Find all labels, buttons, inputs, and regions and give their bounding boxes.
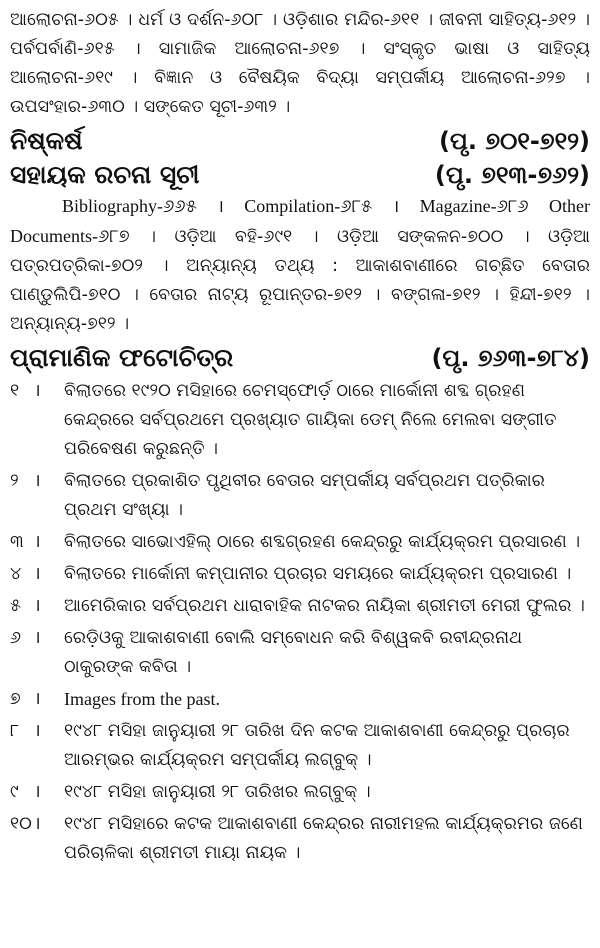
photo-list (10, 377, 590, 868)
list-item-separator: । (34, 471, 41, 491)
list-item-text: Images from the past. (64, 689, 220, 709)
list-item (10, 685, 590, 714)
list-item-number: ୩ (10, 532, 24, 552)
other-documents-entry: Other Documents-୬୮୭ (10, 196, 590, 246)
list-item-separator: । (34, 596, 41, 616)
list-item-separator: । (34, 814, 41, 834)
list-item-number: ୬ (10, 628, 21, 648)
list-item-text: ବିଲାତରେ ମାର୍କୋନୀ କମ୍ପାନୀର ପ୍ରଚାର ସମୟରେ କାର୍ଯ୍ୟକ୍ରମ ପ୍ରସାରଣ । (64, 564, 572, 584)
list-item-separator: । (34, 689, 41, 709)
list-item-number: ୪ (10, 564, 22, 584)
list-item (10, 528, 590, 557)
list-item (10, 810, 590, 868)
list-item-separator: । (34, 628, 41, 648)
list-item-text: ୧୯୪୮ ମସିହା ଜାନୁୟାରୀ ୨୮ ତାରିଖ ଦିନ କଟକ ଆକାଶବାଣୀ କେନ୍ଦ୍ରରୁ ପ୍ରଚାର ଆରମ୍ଭର କାର୍ଯ୍ୟକ୍ରମ ସମ୍ପର୍କୀୟ ଲଗ୍‌ବୁକ୍ । (64, 721, 570, 770)
list-item-text: ବିଲାତରେ ପ୍ରକାଶିତ ପୃଥିବୀର ବେତାର ସମ୍ପର୍କୀୟ ସର୍ବପ୍ରଥମ ପତ୍ରିକାର ପ୍ରଥମ ସଂଖ୍ୟା । (64, 471, 545, 520)
list-item-text: ଆମେରିକାର ସର୍ବପ୍ରଥମ ଧାରାବାହିକ ନାଟକର ନାୟିକା ଶ୍ରୀମତୀ ମେରୀ ଫୁଲର । (64, 596, 585, 616)
list-item (10, 467, 590, 525)
list-item-text: ରେଡ଼ିଓକୁ ଆକାଶବାଣୀ ବୋଲି ସମ୍ବୋଧନ କରି ବିଶ୍ୱକବି ରବୀନ୍ଦ୍ରନାଥ ଠାକୁରଙ୍କ କବିତା । (64, 628, 523, 677)
intro-paragraph: ଆଲୋଚନା-୬୦୫ । ଧର୍ମ ଓ ଦର୍ଶନ-୬୦୮ । ଓଡ଼ିଶାର ମନ୍ଦିର-୬୧୧ । ଜୀବନୀ ସାହିତ୍ୟ-୬୧୨ । ପର୍ବପର୍ବାଣି-୬୧୫ । ସାମାଜିକ ଆଲୋଚନା-୬୧୭ । ସଂସ୍କୃତ ଭାଷା ଓ ସାହିତ୍ୟ ଆଲୋଚନା-୬୧୯ । ବିଜ୍ଞାନ ଓ ବୈଷୟିକ ବିଦ୍ୟା ସମ୍ପର୍କୀୟ ଆଲୋଚନା-୬୨୭ । ଉପସଂହାର-୬୩୦ । ସଙ୍କେତ ସୂଚୀ-୬୩୨ । (10, 10, 590, 117)
list-item-separator: । (34, 782, 41, 802)
photos-title: ପ୍ରାମାଣିକ ଫଟୋଚିତ୍ର (10, 343, 234, 372)
bibliography-pages: (ପୃ. ୭୧୩-୭୬୨) (434, 161, 590, 189)
bibliography-paragraph (10, 192, 590, 339)
list-item-separator: । (34, 564, 41, 584)
list-item-number: ୧ (10, 381, 20, 401)
conclusion-title: ନିଷ୍କର୍ଷ (10, 126, 83, 155)
list-item-number: ୮ (10, 721, 20, 741)
photos-pages: (ପୃ. ୭୬୩-୭୮୪) (431, 344, 590, 372)
list-item-separator: । (34, 381, 41, 401)
separator: । (196, 197, 245, 217)
conclusion-heading (10, 126, 590, 156)
separator: । (372, 197, 420, 217)
list-item-separator: । (34, 532, 41, 552)
list-item-text: ୧୯୪୮ ମସିହାରେ କଟକ ଆକାଶବାଣୀ କେନ୍ଦ୍ରର ନାରୀମହଲ କାର୍ଯ୍ୟକ୍ରମର ଜଣେ ପରିଚାଳିକା ଶ୍ରୀମତୀ ମାୟା ନାୟକ । (64, 814, 583, 863)
list-item (10, 624, 590, 682)
list-item (10, 377, 590, 464)
list-item-number: ୨ (10, 471, 19, 491)
magazine-entry: Magazine-୬୮୬ (419, 196, 529, 216)
conclusion-pages: (ପୃ. ୭୦୧-୭୧୨) (438, 127, 590, 155)
list-item-number: ୭ (10, 689, 21, 709)
bibliography-heading (10, 160, 590, 190)
list-item-text: ବିଲାତରେ ୧୯୨୦ ମସିହାରେ ଚେମସ୍‌ଫୋର୍ଡ଼ ଠାରେ ମାର୍କୋନୀ ଶବ୍ଦ ଗ୍ରହଣ କେନ୍ଦ୍ରରେ ସର୍ବପ୍ରଥମେ ପ୍ରଖ୍ୟାତ ଗାୟିକା ଡେମ୍ ନିଲେ ମେଲବା ସଙ୍ଗୀତ ପରିବେଷଣ କରୁଛନ୍ତି । (64, 381, 557, 459)
list-item-text: ବିଲାତରେ ସାଭୋଏହିଲ୍ ଠାରେ ଶବ୍ଦଗ୍ରହଣ କେନ୍ଦ୍ରରୁ କାର୍ଯ୍ୟକ୍ରମ ପ୍ରସାରଣ । (64, 532, 581, 552)
bibliography-title: ସହାୟକ ରଚନା ସୂଚୀ (10, 160, 200, 189)
list-item-number: ୫ (10, 596, 21, 616)
list-item-number: ୧୦ (10, 814, 32, 834)
list-item-separator: । (34, 721, 41, 741)
bibliography-entry: Bibliography-୬୬୫ (62, 196, 197, 216)
list-item (10, 592, 590, 621)
list-item-number: ୯ (10, 782, 19, 802)
list-item-text: ୧୯୪୮ ମସିହା ଜାନୁୟାରୀ ୨୮ ତାରିଖର ଲଗ୍‌ବୁକ୍ । (64, 782, 371, 802)
compilation-entry: Compilation-୬୮୫ (244, 196, 373, 216)
list-item (10, 778, 590, 807)
photos-heading (10, 343, 590, 373)
list-item (10, 560, 590, 589)
list-item (10, 717, 590, 775)
bibliography-rest: । ଓଡ଼ିଆ ବହି-୬୯୧ । ଓଡ଼ିଆ ସଙ୍କଳନ-୭୦୦ । ଓଡ଼ିଆ ପତ୍ରପତ୍ରିକା-୭୦୨ । ଅନ୍ୟାନ୍ୟ ତଥ୍ୟ : ଆକାଶବାଣୀରେ ଗଚ୍ଛିତ ବେତାର ପାଣ୍ଡୁଲିପି-୭୧୦ । ବେତାର ନାଟ୍ୟ ରୂପାନ୍ତର-୭୧୨ । ବଙ୍ଗଳା-୭୧୨ । ହିନ୍ଦୀ-୭୧୨ । ଅନ୍ୟାନ୍ୟ-୭୧୨ । (10, 227, 590, 334)
